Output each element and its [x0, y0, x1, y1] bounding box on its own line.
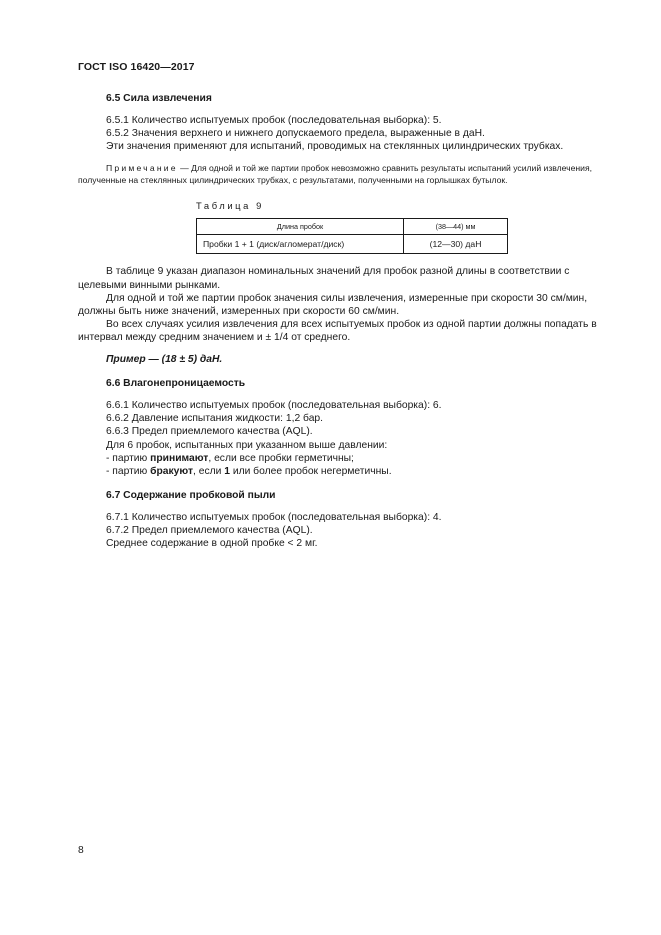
- list-item-keyword-reject: бракуют: [150, 465, 193, 477]
- paragraph-6-6-pressure: Для 6 пробок, испытанных при указанном выше давлении:: [106, 439, 388, 451]
- table-9-header-row: [197, 219, 508, 235]
- list-item-keyword-accept: принимают: [150, 452, 209, 464]
- table-9-header-cell-range: (38—44) мм: [404, 219, 508, 235]
- table-9-caption: Таблица 9: [196, 200, 264, 212]
- table-9-cell-force: (12—30) даН: [404, 235, 508, 254]
- paragraph-6-6-1: 6.6.1 Количество испытуемых пробок (последовательная выборка): 6.: [106, 400, 442, 412]
- paragraph-6-7-1: 6.7.1 Количество испытуемых пробок (последовательная выборка): 4.: [106, 511, 442, 523]
- paragraph-speed-comparison: Для одной и той же партии пробок значения силы извлечения, измеренные при скорости 30 см/мин, должны быть ниже значений, измеренных при скорости 60 см/мин.: [78, 292, 588, 317]
- note-text: — Для одной и той же партии пробок невозможно сравнить результаты испытаний усилий извлечения, полученные на стеклянных цилиндрических трубках, с результатами, полученными на горлышках бутылок.: [78, 163, 592, 186]
- section-6-6-title: 6.6 Влагонепроницаемость: [106, 378, 246, 390]
- paragraph-6-7-2: 6.7.2 Предел приемлемого качества (AQL).: [106, 524, 313, 536]
- paragraph-6-5-1: 6.5.1 Количество испытуемых пробок (последовательная выборка): 5.: [106, 115, 442, 127]
- document-header: ГОСТ ISO 16420—2017: [78, 61, 195, 73]
- note-paragraph: [78, 162, 614, 186]
- paragraph-6-5-2: 6.5.2 Значения верхнего и нижнего допускаемого предела, выраженные в даН.: [106, 128, 485, 140]
- paragraph-extraction-interval: Во всех случаях усилия извлечения для всех испытуемых пробок из одной партии должны попадать в интервал между средним значением и ± 1/4 от среднего.: [78, 318, 597, 343]
- list-item: [78, 452, 614, 465]
- table-9-cell-stopper: Пробки 1 + 1 (диск/агломерат/диск): [197, 235, 404, 254]
- table-9: [196, 218, 508, 254]
- list-item-text: - партию: [106, 452, 151, 464]
- paragraph-6-7-dust: Среднее содержание в одной пробке < 2 мг.: [106, 538, 318, 550]
- list-item-text: , если: [193, 465, 225, 477]
- list-item-count: 1: [224, 465, 230, 477]
- paragraph-6-6-2: 6.6.2 Давление испытания жидкости: 1,2 бар.: [106, 413, 324, 425]
- paragraph-table-9-ranges: В таблице 9 указан диапазон номинальных значений для пробок разной длины в соответствии с целевыми винными рынками.: [78, 266, 570, 291]
- example-text: Пример — (18 ± 5) даН.: [106, 354, 223, 366]
- list-item: [78, 465, 614, 478]
- list-item-text: , если все пробки герметичны;: [208, 452, 354, 464]
- paragraph-6-6-3: 6.6.3 Предел приемлемого качества (AQL).: [106, 426, 313, 438]
- note-label: Примечание: [106, 163, 178, 174]
- list-item-text: или более пробок негерметичны.: [229, 465, 392, 477]
- section-6-7-title: 6.7 Содержание пробковой пыли: [106, 489, 276, 501]
- paragraph-6-5-3: Эти значения применяют для испытаний, проводимых на стеклянных цилиндрических трубках.: [106, 141, 564, 153]
- page-number: 8: [78, 845, 84, 856]
- table-9-header-cell-length: Длина пробок: [197, 219, 404, 235]
- table-row: [197, 235, 508, 254]
- list-item-text: - партию: [106, 465, 151, 477]
- page-content: [78, 92, 614, 550]
- section-6-5-title: 6.5 Сила извлечения: [106, 93, 212, 104]
